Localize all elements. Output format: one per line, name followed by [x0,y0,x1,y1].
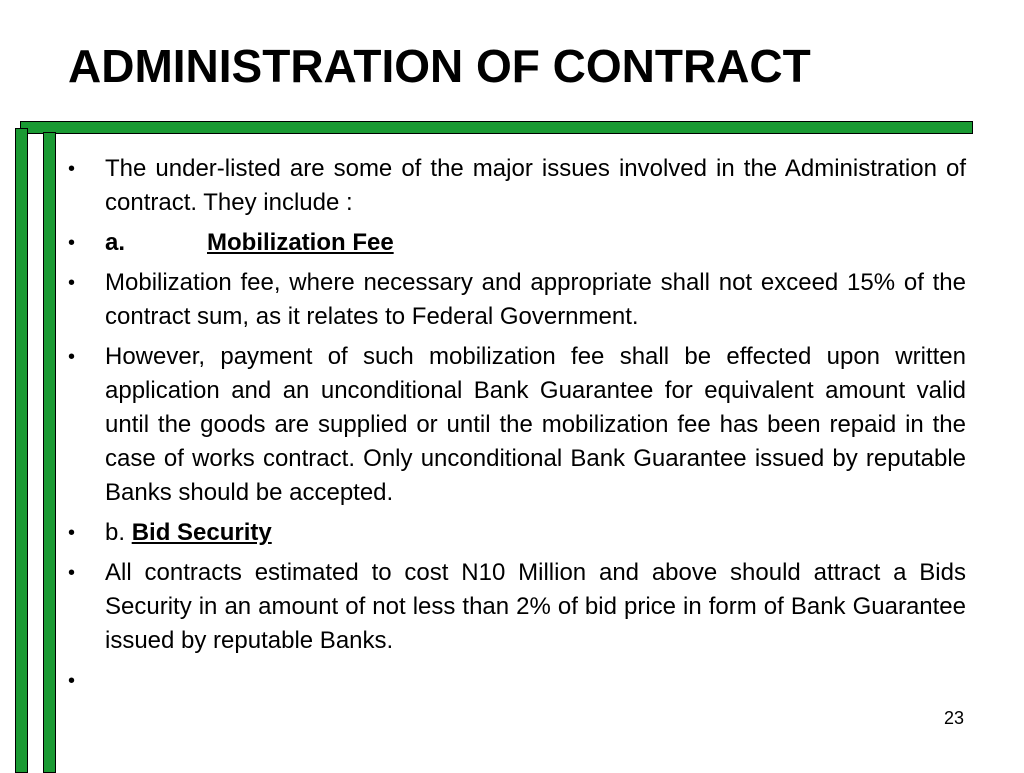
bullet-icon: • [68,232,76,254]
item-b-heading: Bid Security [131,519,272,546]
mobilization-payment-text: However, payment of such mobilization fee shall be effected upon written application and an unconditional Bank Guarantee for equivalent amount valid until the goods are supplied or until the mobilization fee has been repaid in the case of works contract. Only unconditional Bank Guarantee issued by reputable Banks should be accepted. [105,343,966,506]
bullet-intro [68,152,966,220]
bullet-bid-security [68,556,966,658]
intro-text: The under-listed are some of the major issues involved in the Administration of contract. They include : [105,155,966,216]
bullet-list [68,152,966,704]
bullet-icon: • [68,670,76,692]
top-green-bar [20,121,973,134]
bullet-mobilization-payment [68,340,966,510]
bullet-icon: • [68,272,76,294]
bullet-icon: • [68,346,76,368]
slide-number: 23 [943,708,964,728]
left-green-bar-inner [43,132,56,773]
item-a-heading: Mobilization Fee [207,229,394,256]
item-a-prefix: a. [105,229,126,256]
bullet-icon: • [68,522,76,544]
item-b-prefix: b. [105,519,132,546]
bullet-empty [68,664,966,698]
bid-security-text: All contracts estimated to cost N10 Million and above should attract a Bids Security in an amount of not less than 2% of bid price in form of Bank Guarantee issued by reputable Banks. [105,559,966,654]
bullet-mobilization-limit [68,266,966,334]
bullet-icon: • [68,562,76,584]
slide-title: ADMINISTRATION OF CONTRACT [68,40,811,92]
bullet-item-a [68,226,966,260]
bullet-item-b [68,516,966,550]
left-green-bar-outer [15,128,28,773]
mobilization-limit-text: Mobilization fee, where necessary and appropriate shall not exceed 15% of the contract sum, as it relates to Federal Government. [105,269,966,330]
bullet-icon: • [68,158,76,180]
